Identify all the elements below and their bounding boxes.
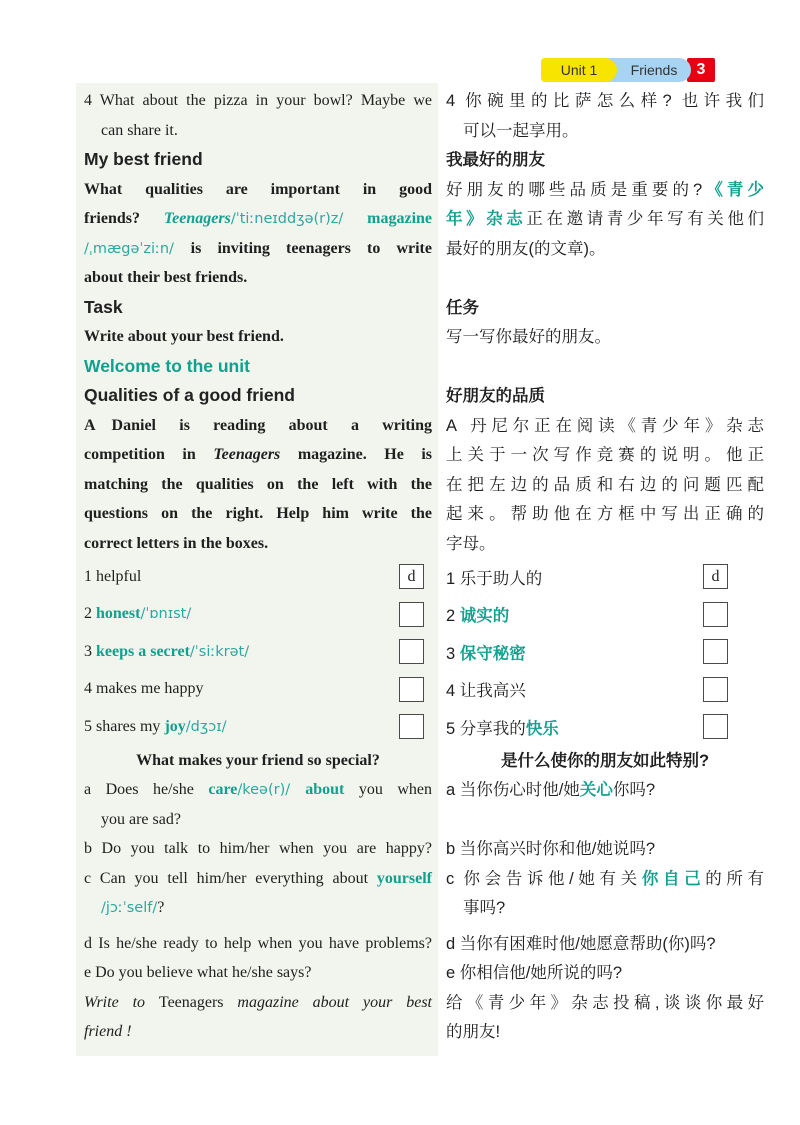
list-item-text xyxy=(446,715,703,739)
text-run: Write about your best friend. xyxy=(84,328,284,345)
list-item-text xyxy=(84,643,399,661)
text-run: 4 你碗里的比萨怎么样? 也许我们 xyxy=(446,92,764,110)
text-run: honest xyxy=(96,605,141,623)
text-run: d 当你有困难时他/她愿意帮助(你)吗? xyxy=(446,934,716,953)
text-run: 2 xyxy=(84,605,96,623)
text-run: is inviting teenagers to write xyxy=(190,239,432,257)
match-list-item xyxy=(84,633,432,671)
match-list-item xyxy=(84,558,432,596)
text-run: 5 分享我的 xyxy=(446,719,526,738)
text-run: magazine. He is xyxy=(280,446,433,463)
text-run: a Does he/she xyxy=(84,781,209,798)
text-line xyxy=(84,381,432,411)
answer-box[interactable] xyxy=(399,639,424,664)
text-run: 在把左边的品质和右边的问题匹配 xyxy=(446,475,764,494)
text-run: What qualities are important in good xyxy=(84,180,432,198)
match-list-item xyxy=(446,558,764,596)
text-line xyxy=(84,929,432,959)
text-line xyxy=(84,864,432,894)
text-run: /ˈsiːkrət/ xyxy=(189,643,250,660)
text-run: 关心 xyxy=(579,781,613,799)
text-run: correct letters in the boxes. xyxy=(84,534,269,552)
text-run: 字母。 xyxy=(446,534,496,553)
text-line xyxy=(84,234,432,264)
text-run: 的所有 xyxy=(705,869,765,888)
list-item-text xyxy=(84,568,399,586)
text-run: /keə(r)/ xyxy=(237,782,306,798)
text-run: 2 xyxy=(446,607,460,626)
text-run: magazine about your best xyxy=(223,993,432,1011)
text-run: e Do you believe what he/she says? xyxy=(84,964,312,981)
text-run: 是什么使你的朋友如此特别? xyxy=(500,751,710,770)
text-run: 3 xyxy=(446,644,460,663)
text-line xyxy=(446,958,764,988)
blank-line xyxy=(446,352,764,382)
text-line xyxy=(84,204,432,234)
text-line xyxy=(84,293,432,323)
text-run: 保守秘密 xyxy=(459,644,526,663)
text-run: 你自己 xyxy=(641,869,706,888)
center-heading-line xyxy=(84,746,432,776)
text-line xyxy=(446,145,764,175)
blank-line xyxy=(446,263,764,293)
text-run: 4 makes me happy xyxy=(84,680,204,698)
match-list-item xyxy=(446,671,764,709)
answer-box[interactable] xyxy=(703,677,728,702)
text-run: 4 让我高兴 xyxy=(446,682,526,701)
text-run: friend ! xyxy=(84,1023,132,1040)
text-line xyxy=(84,322,432,352)
text-line xyxy=(446,86,764,116)
text-run: c Can you tell him/her everything about xyxy=(84,869,377,887)
text-line xyxy=(84,499,432,529)
text-line xyxy=(84,440,432,470)
text-run: 给《青少年》杂志投稿,谈谈你最好 xyxy=(446,993,764,1012)
text-run: A Daniel is reading about a writing xyxy=(84,416,432,434)
text-line xyxy=(84,775,432,805)
text-run: /dʒɔɪ/ xyxy=(185,718,227,735)
text-line xyxy=(84,834,432,864)
text-run: ? xyxy=(157,899,165,916)
text-line xyxy=(84,470,432,500)
text-run: Qualities of a good friend xyxy=(84,385,295,405)
unit-title-label: Friends xyxy=(630,62,678,78)
text-run: 起来。帮助他在方框中写出正确的 xyxy=(446,505,764,523)
text-line xyxy=(446,864,764,894)
text-line xyxy=(446,116,764,146)
list-item-text xyxy=(84,718,399,736)
text-run: matching the qualities on the left with the xyxy=(84,475,432,493)
match-list-item xyxy=(446,633,764,671)
text-run: 5 shares my xyxy=(84,717,165,735)
text-run: 正在邀请青少年写有关他们 xyxy=(526,210,765,228)
page-header xyxy=(541,58,691,82)
text-line xyxy=(84,529,432,559)
list-item-text xyxy=(446,677,703,701)
unit-tab xyxy=(541,58,617,82)
text-run: 任务 xyxy=(446,298,479,317)
text-line xyxy=(446,470,764,500)
center-heading-line xyxy=(446,746,764,776)
text-line xyxy=(446,499,764,529)
text-line xyxy=(446,1017,764,1047)
text-run: e 你相信他/她所说的吗? xyxy=(446,964,623,982)
text-run: 我最好的朋友 xyxy=(446,151,545,169)
text-run: Teenagers xyxy=(158,993,224,1011)
text-line xyxy=(446,322,764,352)
text-run: 你吗? xyxy=(612,781,656,799)
match-list-item xyxy=(84,708,432,746)
chinese-column xyxy=(446,86,764,1047)
text-run: /ˈtiːneɪddʒə(r)z/ xyxy=(230,211,344,227)
text-line xyxy=(84,1017,432,1047)
text-run: /jɔːˈself/ xyxy=(101,900,158,916)
list-item-text xyxy=(446,640,703,664)
text-run: Task xyxy=(84,296,123,317)
text-line xyxy=(446,440,764,470)
text-line xyxy=(446,204,764,234)
text-run: can share it. xyxy=(101,121,178,139)
text-line xyxy=(446,834,764,864)
text-line xyxy=(446,929,764,959)
text-run: care xyxy=(208,781,238,798)
text-run: 4 What about the pizza in your bowl? Maybe we xyxy=(84,92,432,109)
answer-box[interactable] xyxy=(399,677,424,702)
text-run: 年》杂志 xyxy=(446,210,527,228)
text-run: yourself xyxy=(376,869,432,887)
text-line xyxy=(84,893,432,923)
text-run: friends? xyxy=(84,210,164,227)
text-run: c 你会告诉他/她有关 xyxy=(446,869,642,888)
text-run: 的朋友! xyxy=(446,1023,501,1041)
text-run: 好朋友的哪些品质是重要的? xyxy=(446,180,703,199)
answer-box[interactable] xyxy=(399,602,424,627)
text-line xyxy=(446,529,764,559)
page-number-badge: 3 xyxy=(687,58,715,82)
text-line xyxy=(84,805,432,835)
list-item-text xyxy=(446,602,703,626)
list-item-text xyxy=(446,565,703,589)
text-line xyxy=(84,175,432,205)
text-run: 最好的朋友(的文章)。 xyxy=(446,239,606,258)
match-list-item xyxy=(446,596,764,634)
text-run: 3 xyxy=(84,642,96,660)
text-line xyxy=(84,145,432,175)
text-line xyxy=(446,988,764,1018)
text-run: b 当你高兴时你和他/她说吗? xyxy=(446,840,656,858)
text-line xyxy=(446,234,764,264)
list-item-text xyxy=(84,605,399,623)
text-run: What makes your friend so special? xyxy=(136,751,380,769)
text-run: d Is he/she ready to help when you have problems? xyxy=(84,934,432,952)
match-list-item xyxy=(446,708,764,746)
answer-box[interactable] xyxy=(703,714,728,739)
text-run: joy xyxy=(164,717,186,735)
answer-box[interactable] xyxy=(399,714,424,739)
text-run: My best friend xyxy=(84,149,203,169)
text-run: about their best friends. xyxy=(84,269,248,286)
text-line xyxy=(84,988,432,1018)
text-run: Welcome to the unit xyxy=(84,355,250,376)
text-run: competition in xyxy=(84,446,214,463)
english-column xyxy=(84,86,432,1047)
text-run: 1 乐于助人的 xyxy=(446,569,543,588)
text-run: a 当你伤心时他/她 xyxy=(446,781,580,799)
text-run: b Do you talk to him/her when you are happy? xyxy=(84,840,432,857)
text-run: 《青少 xyxy=(702,180,764,199)
text-run: A 丹尼尔正在阅读《青少年》杂志 xyxy=(446,416,764,435)
answer-box[interactable] xyxy=(703,602,728,627)
blank-line xyxy=(446,805,764,835)
text-line xyxy=(446,775,764,805)
text-run: Teenagers xyxy=(213,446,281,463)
text-line xyxy=(84,116,432,146)
answer-box[interactable]: d xyxy=(703,564,728,589)
text-run: 1 helpful xyxy=(84,567,142,585)
text-run: keeps a secret xyxy=(96,642,190,660)
text-line xyxy=(446,893,764,923)
text-line xyxy=(446,381,764,411)
text-run: magazine xyxy=(343,210,433,227)
text-line xyxy=(446,411,764,441)
text-run: you when xyxy=(344,781,432,798)
text-run: 好朋友的品质 xyxy=(446,387,545,405)
text-line xyxy=(84,958,432,988)
text-run: you are sad? xyxy=(101,810,181,828)
text-run: 写一写你最好的朋友。 xyxy=(446,328,611,346)
text-run: 事吗? xyxy=(463,899,506,917)
text-line xyxy=(84,352,432,382)
text-line xyxy=(84,411,432,441)
match-list-item xyxy=(84,671,432,709)
text-run: Write to xyxy=(84,993,159,1011)
text-run: 上关于一次写作竞赛的说明。他正 xyxy=(446,446,764,464)
unit-title-tab xyxy=(605,58,691,82)
text-line xyxy=(446,175,764,205)
answer-box[interactable]: d xyxy=(399,564,424,589)
unit-label: Unit 1 xyxy=(560,62,598,78)
text-line xyxy=(84,86,432,116)
text-run: questions on the right. Help him write the xyxy=(84,505,432,522)
text-run: about xyxy=(305,781,345,798)
text-run: Teenagers xyxy=(163,210,231,227)
text-run: /ˈɒnɪst/ xyxy=(140,606,192,623)
text-line xyxy=(446,293,764,323)
text-run: 可以一起享用。 xyxy=(463,121,579,140)
match-list-item xyxy=(84,596,432,634)
text-run: 诚实的 xyxy=(459,607,510,626)
list-item-text xyxy=(84,680,399,698)
text-run: 快乐 xyxy=(525,719,559,738)
text-line xyxy=(84,263,432,293)
text-run: /ˌmægəˈziːn/ xyxy=(84,240,191,257)
answer-box[interactable] xyxy=(703,639,728,664)
